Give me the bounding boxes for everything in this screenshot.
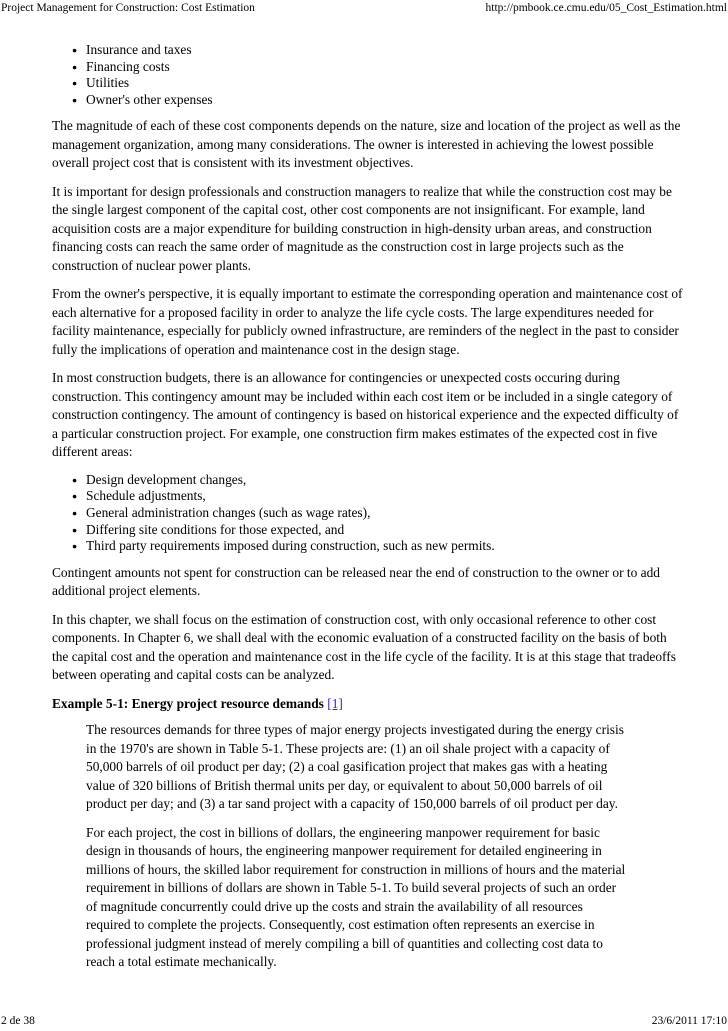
print-footer: [0, 1013, 728, 1029]
list-item: ● Third party requirements imposed during construction, such as new permits.: [86, 538, 684, 555]
page-title: Project Management for Construction: Cost Estimation: [1, 2, 255, 14]
footnote-link[interactable]: [1]: [327, 695, 343, 711]
list-item: ● Insurance and taxes: [86, 42, 684, 59]
paragraph: The magnitude of each of these cost components depends on the nature, size and location of the project as well as the management organization, among many considerations. The owner is interested in achieving the lowest possible overall project cost that is consistent with its investment objectives.: [52, 118, 681, 171]
list-item: ● Utilities: [86, 75, 684, 92]
contingency-areas-list: [52, 472, 684, 555]
list-item: ● Differing site conditions for those expected, and: [86, 522, 684, 539]
page-url: http://pmbook.ce.cmu.edu/05_Cost_Estimation.html: [485, 2, 727, 14]
paragraph: From the owner's perspective, it is equally important to estimate the corresponding operation and maintenance cost of each alternative for a proposed facility in order to analyze the life cycle costs. The large expenditures needed for facility maintenance, especially for publicly owned infrastructure, are reminders of the neglect in the past to consider fully the implications of operation and maintenance cost in the design stage.: [52, 286, 683, 357]
paragraph: Contingent amounts not spent for construction can be released near the end of construction to the owner or to add additional project elements.: [52, 564, 660, 599]
list-item: ● Design development changes,: [86, 472, 684, 489]
example-paragraph: The resources demands for three types of major energy projects investigated during the energy crisis in the 1970's are shown in Table 5-1. These projects are: (1) an oil shale project with a capacity of 50,000 barrels of oil product per day; (2) a coal gasification project that makes gas with a heating value of 320 billions of British thermal units per day, or equivalent to about 50,000 barrels of oil product per day; and (3) a tar sand project with a capacity of 150,000 barrels of oil product per day.: [86, 722, 624, 812]
print-header: [0, 0, 728, 16]
paragraph: In this chapter, we shall focus on the estimation of construction cost, with only occasional reference to other cost components. In Chapter 6, we shall deal with the economic evaluation of a constructed facility on the basis of both the capital cost and the operation and maintenance cost in the life cycle of the facility. It is at this stage that tradeoffs between operating and capital costs can be analyzed.: [52, 611, 676, 683]
paragraph: It is important for design professionals and construction managers to realize that while the construction cost may be the single largest component of the capital cost, other cost components are not insignificant. For example, land acquisition costs are a major expenditure for building construction in high-density urban areas, and construction financing costs can reach the same order of magnitude as the construction cost in large projects such as the construction of nuclear power plants.: [52, 183, 672, 273]
print-datetime: 23/6/2011 17:10: [651, 1015, 727, 1027]
list-item: ● Financing costs: [86, 59, 684, 76]
example-heading: [52, 695, 684, 714]
document-body: [52, 42, 684, 982]
page-number: 2 de 38: [1, 1015, 35, 1027]
example-body: [52, 721, 626, 972]
cost-component-list: [52, 42, 684, 108]
list-item: ● Schedule adjustments,: [86, 488, 684, 505]
paragraph: In most construction budgets, there is an allowance for contingencies or unexpected costs occuring during construction. This contingency amount may be included within each cost item or be included in a single category of construction contingency. The amount of contingency is based on historical experience and the expected difficulty of a particular construction project. For example, one construction firm makes estimates of the expected cost in five different areas:: [52, 370, 679, 460]
list-item: ● Owner's other expenses: [86, 92, 684, 109]
example-title: Example 5-1: Energy project resource demands: [52, 695, 324, 711]
list-item: ● General administration changes (such as wage rates),: [86, 505, 684, 522]
example-paragraph: For each project, the cost in billions of dollars, the engineering manpower requirement for basic design in thousands of hours, the engineering manpower requirement for detailed engineering in millions of hours, the skilled labor requirement for construction in millions of hours and the material requirement in billions of dollars are shown in Table 5-1. To build several projects of such an order of magnitude concurrently could drive up the costs and strain the availability of all resources required to complete the projects. Consequently, cost estimation often represents an exercise in professional judgment instead of merely compiling a bill of quantities and collecting cost data to reach a total estimate mechanically.: [86, 824, 626, 970]
